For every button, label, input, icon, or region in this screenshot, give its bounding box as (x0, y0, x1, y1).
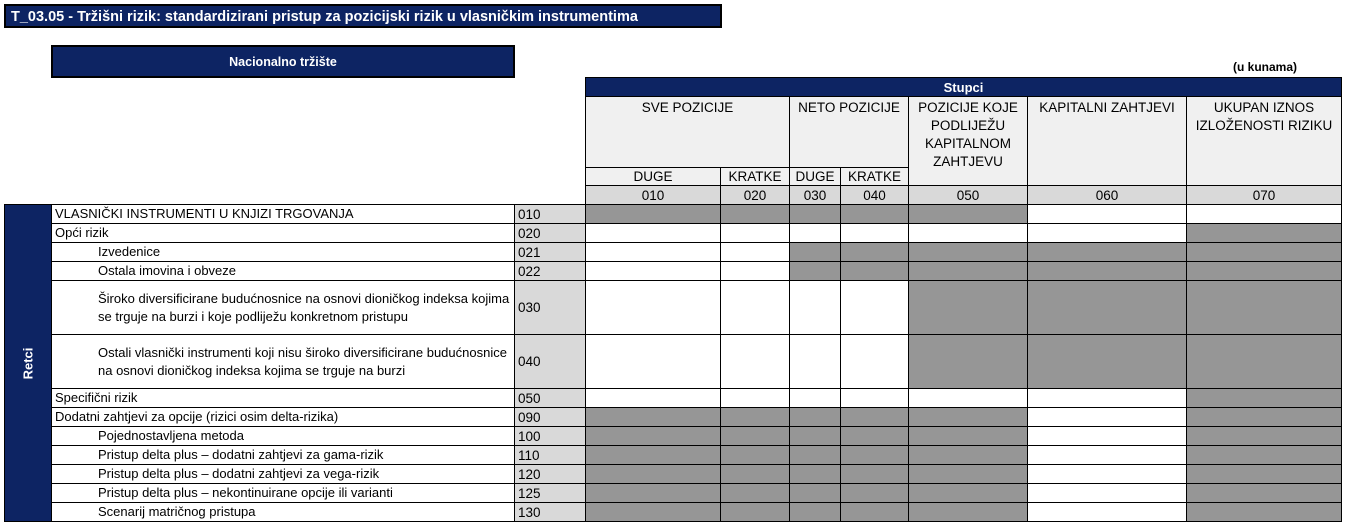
shaded-cell (909, 427, 1028, 446)
report-grid (4, 77, 1342, 522)
column-code: 030 (790, 186, 841, 205)
row-label: Pristup delta plus – nekontinuirane opcije ili varianti (52, 484, 515, 503)
row-code: 022 (515, 262, 586, 281)
shaded-cell (841, 427, 909, 446)
table-row (5, 224, 1342, 243)
input-cell-r030-c010[interactable] (586, 281, 721, 335)
input-cell-r125-c060[interactable] (1028, 484, 1187, 503)
table-row (5, 205, 1342, 224)
col-sve-pozicije: SVE POZICIJE (586, 97, 790, 168)
col-ukupan-iznos: UKUPAN IZNOS IZLOŽENOSTI RIZIKU (1187, 97, 1342, 186)
row-label: Specifični rizik (52, 389, 515, 408)
shaded-cell (790, 205, 841, 224)
table-row (5, 262, 1342, 281)
column-code: 060 (1028, 186, 1187, 205)
shaded-cell (909, 465, 1028, 484)
shaded-cell (721, 503, 790, 522)
input-cell-r110-c060[interactable] (1028, 446, 1187, 465)
table-row (5, 465, 1342, 484)
shaded-cell (909, 503, 1028, 522)
row-label: Opći rizik (52, 224, 515, 243)
row-code: 110 (515, 446, 586, 465)
input-cell-r050-c030[interactable] (790, 389, 841, 408)
input-cell-r020-c010[interactable] (586, 224, 721, 243)
subheader-duge: DUGE (586, 168, 721, 186)
shaded-cell (790, 408, 841, 427)
input-cell-r022-c020[interactable] (721, 262, 790, 281)
shaded-cell (1028, 243, 1187, 262)
column-code: 020 (721, 186, 790, 205)
shaded-cell (841, 484, 909, 503)
shaded-cell (909, 205, 1028, 224)
shaded-cell (790, 427, 841, 446)
input-cell-r022-c010[interactable] (586, 262, 721, 281)
row-code: 030 (515, 281, 586, 335)
row-code: 010 (515, 205, 586, 224)
shaded-cell (721, 205, 790, 224)
row-code: 100 (515, 427, 586, 446)
input-cell-r120-c060[interactable] (1028, 465, 1187, 484)
row-label: Pojednostavljena metoda (52, 427, 515, 446)
input-cell-r040-c030[interactable] (790, 335, 841, 389)
shaded-cell (721, 427, 790, 446)
row-label: Ostali vlasnički instrumenti koji nisu široko diversificirane budućnosnice na osnovi dioničkog indeksa kojima se trguje na burzi (52, 335, 515, 389)
shaded-cell (721, 408, 790, 427)
shaded-cell (841, 465, 909, 484)
column-code: 040 (841, 186, 909, 205)
row-label: Pristup delta plus – dodatni zahtjevi za vega-rizik (52, 465, 515, 484)
col-kapitalni-zahtjevi: KAPITALNI ZAHTJEVI (1028, 97, 1187, 186)
shaded-cell (1187, 465, 1342, 484)
shaded-cell (841, 243, 909, 262)
row-code: 120 (515, 465, 586, 484)
shaded-cell (1187, 335, 1342, 389)
table-row (5, 427, 1342, 446)
shaded-cell (1187, 389, 1342, 408)
shaded-cell (1187, 243, 1342, 262)
shaded-cell (1028, 335, 1187, 389)
row-label: Izvedenice (52, 243, 515, 262)
shaded-cell (586, 427, 721, 446)
input-cell-r030-c040[interactable] (841, 281, 909, 335)
shaded-cell (790, 503, 841, 522)
shaded-cell (1028, 281, 1187, 335)
shaded-cell (586, 446, 721, 465)
shaded-cell (841, 262, 909, 281)
input-cell-r030-c020[interactable] (721, 281, 790, 335)
table-row (5, 484, 1342, 503)
table-row (5, 503, 1342, 522)
input-cell-r020-c030[interactable] (790, 224, 841, 243)
row-code: 020 (515, 224, 586, 243)
col-pozicije-kapital: POZICIJE KOJE PODLIJEŽU KAPITALNOM ZAHTJEVU (909, 97, 1028, 186)
shaded-cell (586, 484, 721, 503)
rows-header-label: Retci (20, 347, 36, 379)
input-cell-r010-c060[interactable] (1028, 205, 1187, 224)
input-cell-r050-c060[interactable] (1028, 389, 1187, 408)
input-cell-r050-c020[interactable] (721, 389, 790, 408)
subheader-duge: DUGE (790, 168, 841, 186)
input-cell-r020-c040[interactable] (841, 224, 909, 243)
row-label: Široko diversificirane budućnosnice na osnovi dioničkog indeksa kojima se trguje na burzi i koje podliježu konkretnom pristupu (52, 281, 515, 335)
input-cell-r040-c010[interactable] (586, 335, 721, 389)
row-code: 090 (515, 408, 586, 427)
input-cell-r050-c040[interactable] (841, 389, 909, 408)
shaded-cell (586, 408, 721, 427)
input-cell-r021-c010[interactable] (586, 243, 721, 262)
table-row (5, 335, 1342, 389)
shaded-cell (1187, 503, 1342, 522)
shaded-cell (909, 262, 1028, 281)
table-row (5, 408, 1342, 427)
row-code: 130 (515, 503, 586, 522)
table-row (5, 446, 1342, 465)
shaded-cell (790, 243, 841, 262)
column-code: 070 (1187, 186, 1342, 205)
shaded-cell (721, 465, 790, 484)
subheader-kratke: KRATKE (841, 168, 909, 186)
shaded-cell (790, 446, 841, 465)
shaded-cell (909, 446, 1028, 465)
shaded-cell (909, 335, 1028, 389)
input-cell-r020-c020[interactable] (721, 224, 790, 243)
input-cell-r010-c070[interactable] (1187, 205, 1342, 224)
template-title: T_03.05 - Tržišni rizik: standardizirani pristup za pozicijski rizik u vlasničkim instrumentima (4, 4, 722, 28)
column-code: 050 (909, 186, 1028, 205)
shaded-cell (841, 205, 909, 224)
input-cell-r020-c060[interactable] (1028, 224, 1187, 243)
shaded-cell (586, 503, 721, 522)
input-cell-r020-c050[interactable] (909, 224, 1028, 243)
row-code: 050 (515, 389, 586, 408)
shaded-cell (790, 465, 841, 484)
table-row (5, 243, 1342, 262)
shaded-cell (1187, 408, 1342, 427)
table-row (5, 389, 1342, 408)
input-cell-r050-c010[interactable] (586, 389, 721, 408)
shaded-cell (1187, 446, 1342, 465)
shaded-cell (909, 243, 1028, 262)
shaded-cell (721, 484, 790, 503)
shaded-cell (909, 281, 1028, 335)
shaded-cell (841, 446, 909, 465)
input-cell-r050-c050[interactable] (909, 389, 1028, 408)
shaded-cell (721, 446, 790, 465)
shaded-cell (1028, 262, 1187, 281)
unit-label: (u kunama) (1233, 60, 1298, 74)
shaded-cell (586, 205, 721, 224)
row-label: Scenarij matričnog pristupa (52, 503, 515, 522)
shaded-cell (790, 262, 841, 281)
shaded-cell (909, 408, 1028, 427)
input-cell-r021-c020[interactable] (721, 243, 790, 262)
shaded-cell (1187, 281, 1342, 335)
shaded-cell (586, 465, 721, 484)
input-cell-r130-c060[interactable] (1028, 503, 1187, 522)
shaded-cell (1187, 224, 1342, 243)
columns-header: Stupci (586, 78, 1342, 97)
row-label: Ostala imovina i obveze (52, 262, 515, 281)
shaded-cell (1187, 427, 1342, 446)
row-label: Pristup delta plus – dodatni zahtjevi za gama-rizik (52, 446, 515, 465)
input-cell-r100-c060[interactable] (1028, 427, 1187, 446)
input-cell-r040-c040[interactable] (841, 335, 909, 389)
column-code: 010 (586, 186, 721, 205)
input-cell-r090-c060[interactable] (1028, 408, 1187, 427)
market-label: Nacionalno tržište (51, 45, 515, 78)
table-row (5, 281, 1342, 335)
row-code: 040 (515, 335, 586, 389)
rows-header (5, 205, 52, 522)
row-code: 021 (515, 243, 586, 262)
shaded-cell (841, 503, 909, 522)
shaded-cell (841, 408, 909, 427)
subheader-kratke: KRATKE (721, 168, 790, 186)
shaded-cell (909, 484, 1028, 503)
input-cell-r030-c030[interactable] (790, 281, 841, 335)
row-code: 125 (515, 484, 586, 503)
shaded-cell (1187, 262, 1342, 281)
shaded-cell (1187, 484, 1342, 503)
shaded-cell (790, 484, 841, 503)
row-label: Dodatni zahtjevi za opcije (rizici osim delta-rizika) (52, 408, 515, 427)
input-cell-r040-c020[interactable] (721, 335, 790, 389)
col-neto-pozicije: NETO POZICIJE (790, 97, 909, 168)
row-label: VLASNIČKI INSTRUMENTI U KNJIZI TRGOVANJA (52, 205, 515, 224)
